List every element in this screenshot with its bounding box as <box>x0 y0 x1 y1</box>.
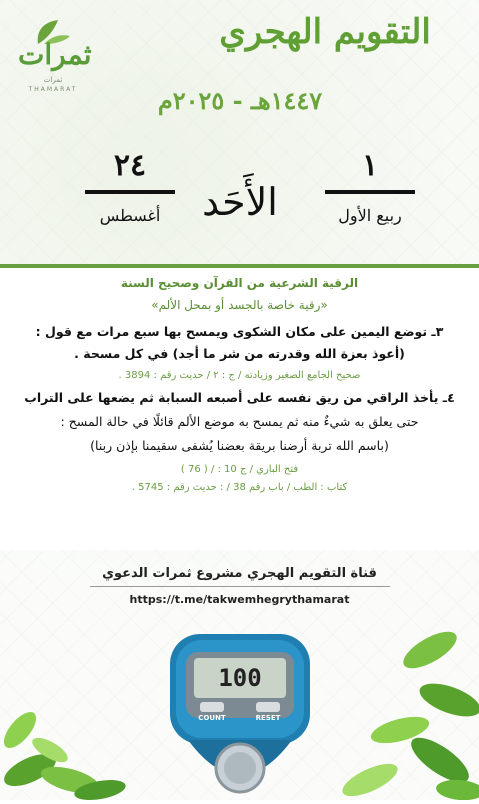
tally-counter <box>148 630 332 800</box>
counter-display: 100 <box>218 664 262 692</box>
hijri-month: ربيع الأول <box>338 206 402 225</box>
greg-day-underline <box>85 190 175 194</box>
item4-line1: ٤ـ يأخذ الراقي من ريق نفسه على أصبعه السبابة ثم يضعها على التراب <box>24 390 455 405</box>
content-heading: الرقية الشرعية من القرآن وصحيح السنة <box>120 276 359 290</box>
leaves-left-decoration <box>0 690 140 800</box>
item4-reference2: كتاب : الطب / باب رقم 38 / : حديث رقم : 5745 . <box>131 482 348 493</box>
item3-line1: ٣ـ توضع اليمين على مكان الشكوى ويمسح بها سبع مرات مع قول : <box>35 324 444 339</box>
logo-text: ثمرات <box>18 38 92 71</box>
logo-sub-ar: ثمرات <box>43 76 63 84</box>
greg-day: ٢٤ <box>113 148 147 183</box>
item3-line2: (أعوذ بعزة الله وقدرته من شر ما أجد) في كل مسحة . <box>74 346 405 361</box>
channel-link[interactable]: https://t.me/takwemhegrythamarat <box>129 593 350 606</box>
count-button-label[interactable]: COUNT <box>198 714 226 722</box>
channel-name: قناة التقويم الهجري مشروع ثمرات الدعوي <box>102 566 377 581</box>
item3-reference: صحيح الجامع الصغير وزيادته / ج : ٢ / حديث رقم : 3894 . <box>118 370 361 381</box>
year-line: ١٤٤٧هـ - ٢٠٢٥م <box>157 86 323 115</box>
item4-line3: (باسم الله تربة أرضنا بريقة بعضنا يُشفى سقيمنا بإذن ربنا) <box>90 438 389 453</box>
logo-sub-en: THAMARAT <box>28 86 78 93</box>
content-subheading: «رقية خاصة بالجسد أو بمحل الألم» <box>151 298 328 312</box>
reset-button-label[interactable]: RESET <box>255 714 281 722</box>
item4-reference1: فتح الباري / ج 10 : / ( 76 ) <box>180 464 299 475</box>
hijri-day: ١ <box>361 148 379 183</box>
hijri-day-underline <box>325 190 415 194</box>
thamarat-logo <box>18 16 92 98</box>
greg-month: أغسطس <box>99 206 161 225</box>
tally-counter-icon <box>148 630 332 800</box>
weekday: الأَحَد <box>202 180 278 224</box>
page-title: التقويم الهجري <box>219 12 431 52</box>
item4-line2: حتى يعلق به شيءٌ منه ثم يمسح به موضع الألم قائلًا في حالة المسح : <box>60 414 419 429</box>
channel-underline <box>90 586 390 587</box>
leaves-right-decoration <box>310 610 479 800</box>
content-panel <box>0 268 479 550</box>
